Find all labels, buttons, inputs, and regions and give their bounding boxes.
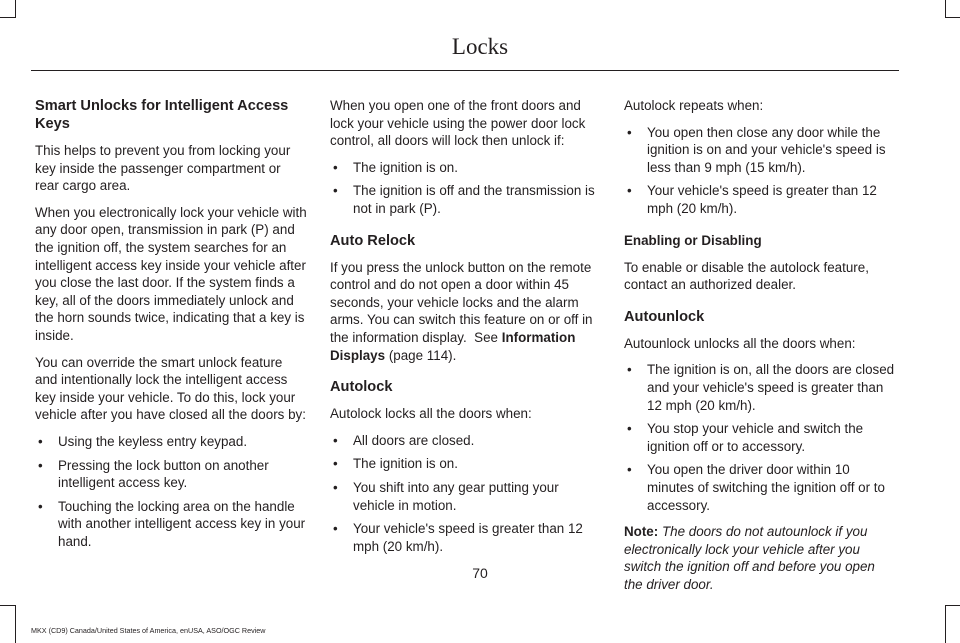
list-item: • You stop your vehicle and switch the ignition off or to accessory.: [624, 420, 896, 455]
crop-mark-bottom-left-h: [0, 605, 16, 606]
column-left: [35, 97, 307, 559]
list-item: • You open then close any door while the ignition is on and your vehicle's speed is less than 9 mph (15 km/h).: [624, 124, 896, 177]
crop-mark-bottom-right-v: [945, 605, 946, 643]
page-reference: (page 114).: [388, 347, 457, 363]
information-displays-link[interactable]: Information Displays: [330, 329, 576, 363]
bullet-list: [330, 159, 602, 218]
list-item: • The ignition is on.: [330, 159, 602, 177]
crop-mark-bottom-left-v: [15, 605, 16, 643]
crop-mark-bottom-right-h: [945, 605, 960, 606]
crop-mark-top-right-v: [945, 0, 946, 18]
crop-mark-top-right-h: [945, 17, 960, 18]
list-item: • Using the keyless entry keypad.: [35, 433, 307, 451]
paragraph: This helps to prevent you from locking your key inside the passenger compartment or rear cargo area.: [35, 143, 291, 194]
list-item: • Pressing the lock button on another intelligent access key.: [35, 457, 307, 492]
subheading-enabling-disabling: Enabling or Disabling: [624, 232, 762, 248]
paragraph: When you electronically lock your vehicle with any door open, transmission in park (P) and the ignition off, the system searches for an intelligent access key inside your vehicle after you close the last door. If the system finds a key, all of the doors immediately unlock and the horn sounds twice, indicating that a key is inside.: [35, 204, 307, 343]
list-item: • Touching the locking area on the handle with another intelligent access key in your hand.: [35, 498, 307, 551]
paragraph: Autolock locks all the doors when:: [330, 406, 532, 422]
list-item: • You open the driver door within 10 minutes of switching the ignition off or to accessory.: [624, 461, 896, 514]
section-heading-autounlock: Autounlock: [624, 308, 705, 325]
crop-mark-top-left-h: [0, 17, 16, 18]
list-item: • The ignition is on.: [330, 455, 602, 473]
page-number: 70: [472, 565, 488, 581]
paragraph: Autolock repeats when:: [624, 98, 764, 113]
bullet-list: [624, 124, 896, 218]
list-item: • Your vehicle's speed is greater than 12 mph (20 km/h).: [330, 520, 602, 555]
footer-doc-info: MKX (CD9) Canada/United States of America, enUSA, ASO/OGC Review: [31, 626, 266, 635]
list-item: • The ignition is off and the transmission is not in park (P).: [330, 182, 602, 217]
paragraph-auto-relock: [330, 259, 602, 365]
note-text: The doors do not autounlock if you electronically lock your vehicle after you switch the ignition off and before you open the driver door.: [624, 524, 875, 592]
section-heading-smart-unlocks: Smart Unlocks for Intelligent Access Keys: [35, 98, 289, 132]
bullet-list: [624, 361, 896, 514]
bullet-list: [330, 432, 602, 556]
paragraph: You can override the smart unlock feature and intentionally lock the intelligent access key inside your vehicle. To do this, lock your vehicle after you have closed all the doors by:: [35, 354, 306, 423]
list-item: • All doors are closed.: [330, 432, 602, 450]
page-title: Locks: [451, 34, 509, 59]
paragraph: When you open one of the front doors and lock your vehicle using the power door lock control, all doors will lock then unlock if:: [330, 98, 586, 149]
paragraph: Autounlock unlocks all the doors when:: [624, 335, 856, 351]
crop-mark-top-left-v: [15, 0, 16, 18]
list-item: • Your vehicle's speed is greater than 12 mph (20 km/h).: [624, 182, 896, 217]
list-item: • The ignition is on, all the doors are closed and your vehicle's speed is greater than 12 mph (20 km/h).: [624, 361, 896, 414]
note: [624, 523, 896, 593]
note-label: Note:: [624, 524, 659, 540]
bullet-list: [35, 433, 307, 551]
list-item: • You shift into any gear putting your vehicle in motion.: [330, 479, 602, 514]
see-text: See: [474, 329, 498, 345]
section-heading-autolock: Autolock: [330, 379, 393, 396]
section-heading-auto-relock: Auto Relock: [330, 232, 416, 249]
paragraph: To enable or disable the autolock feature, contact an authorized dealer.: [624, 259, 869, 293]
column-middle: [330, 97, 602, 564]
column-right: [624, 97, 896, 602]
paragraph-text: If you press the unlock button on the remote control and do not open a door within 45 seconds, your vehicle locks and the alarm arms. You can switch this feature on or off in the information display.: [330, 259, 593, 345]
header-divider: [31, 70, 899, 71]
